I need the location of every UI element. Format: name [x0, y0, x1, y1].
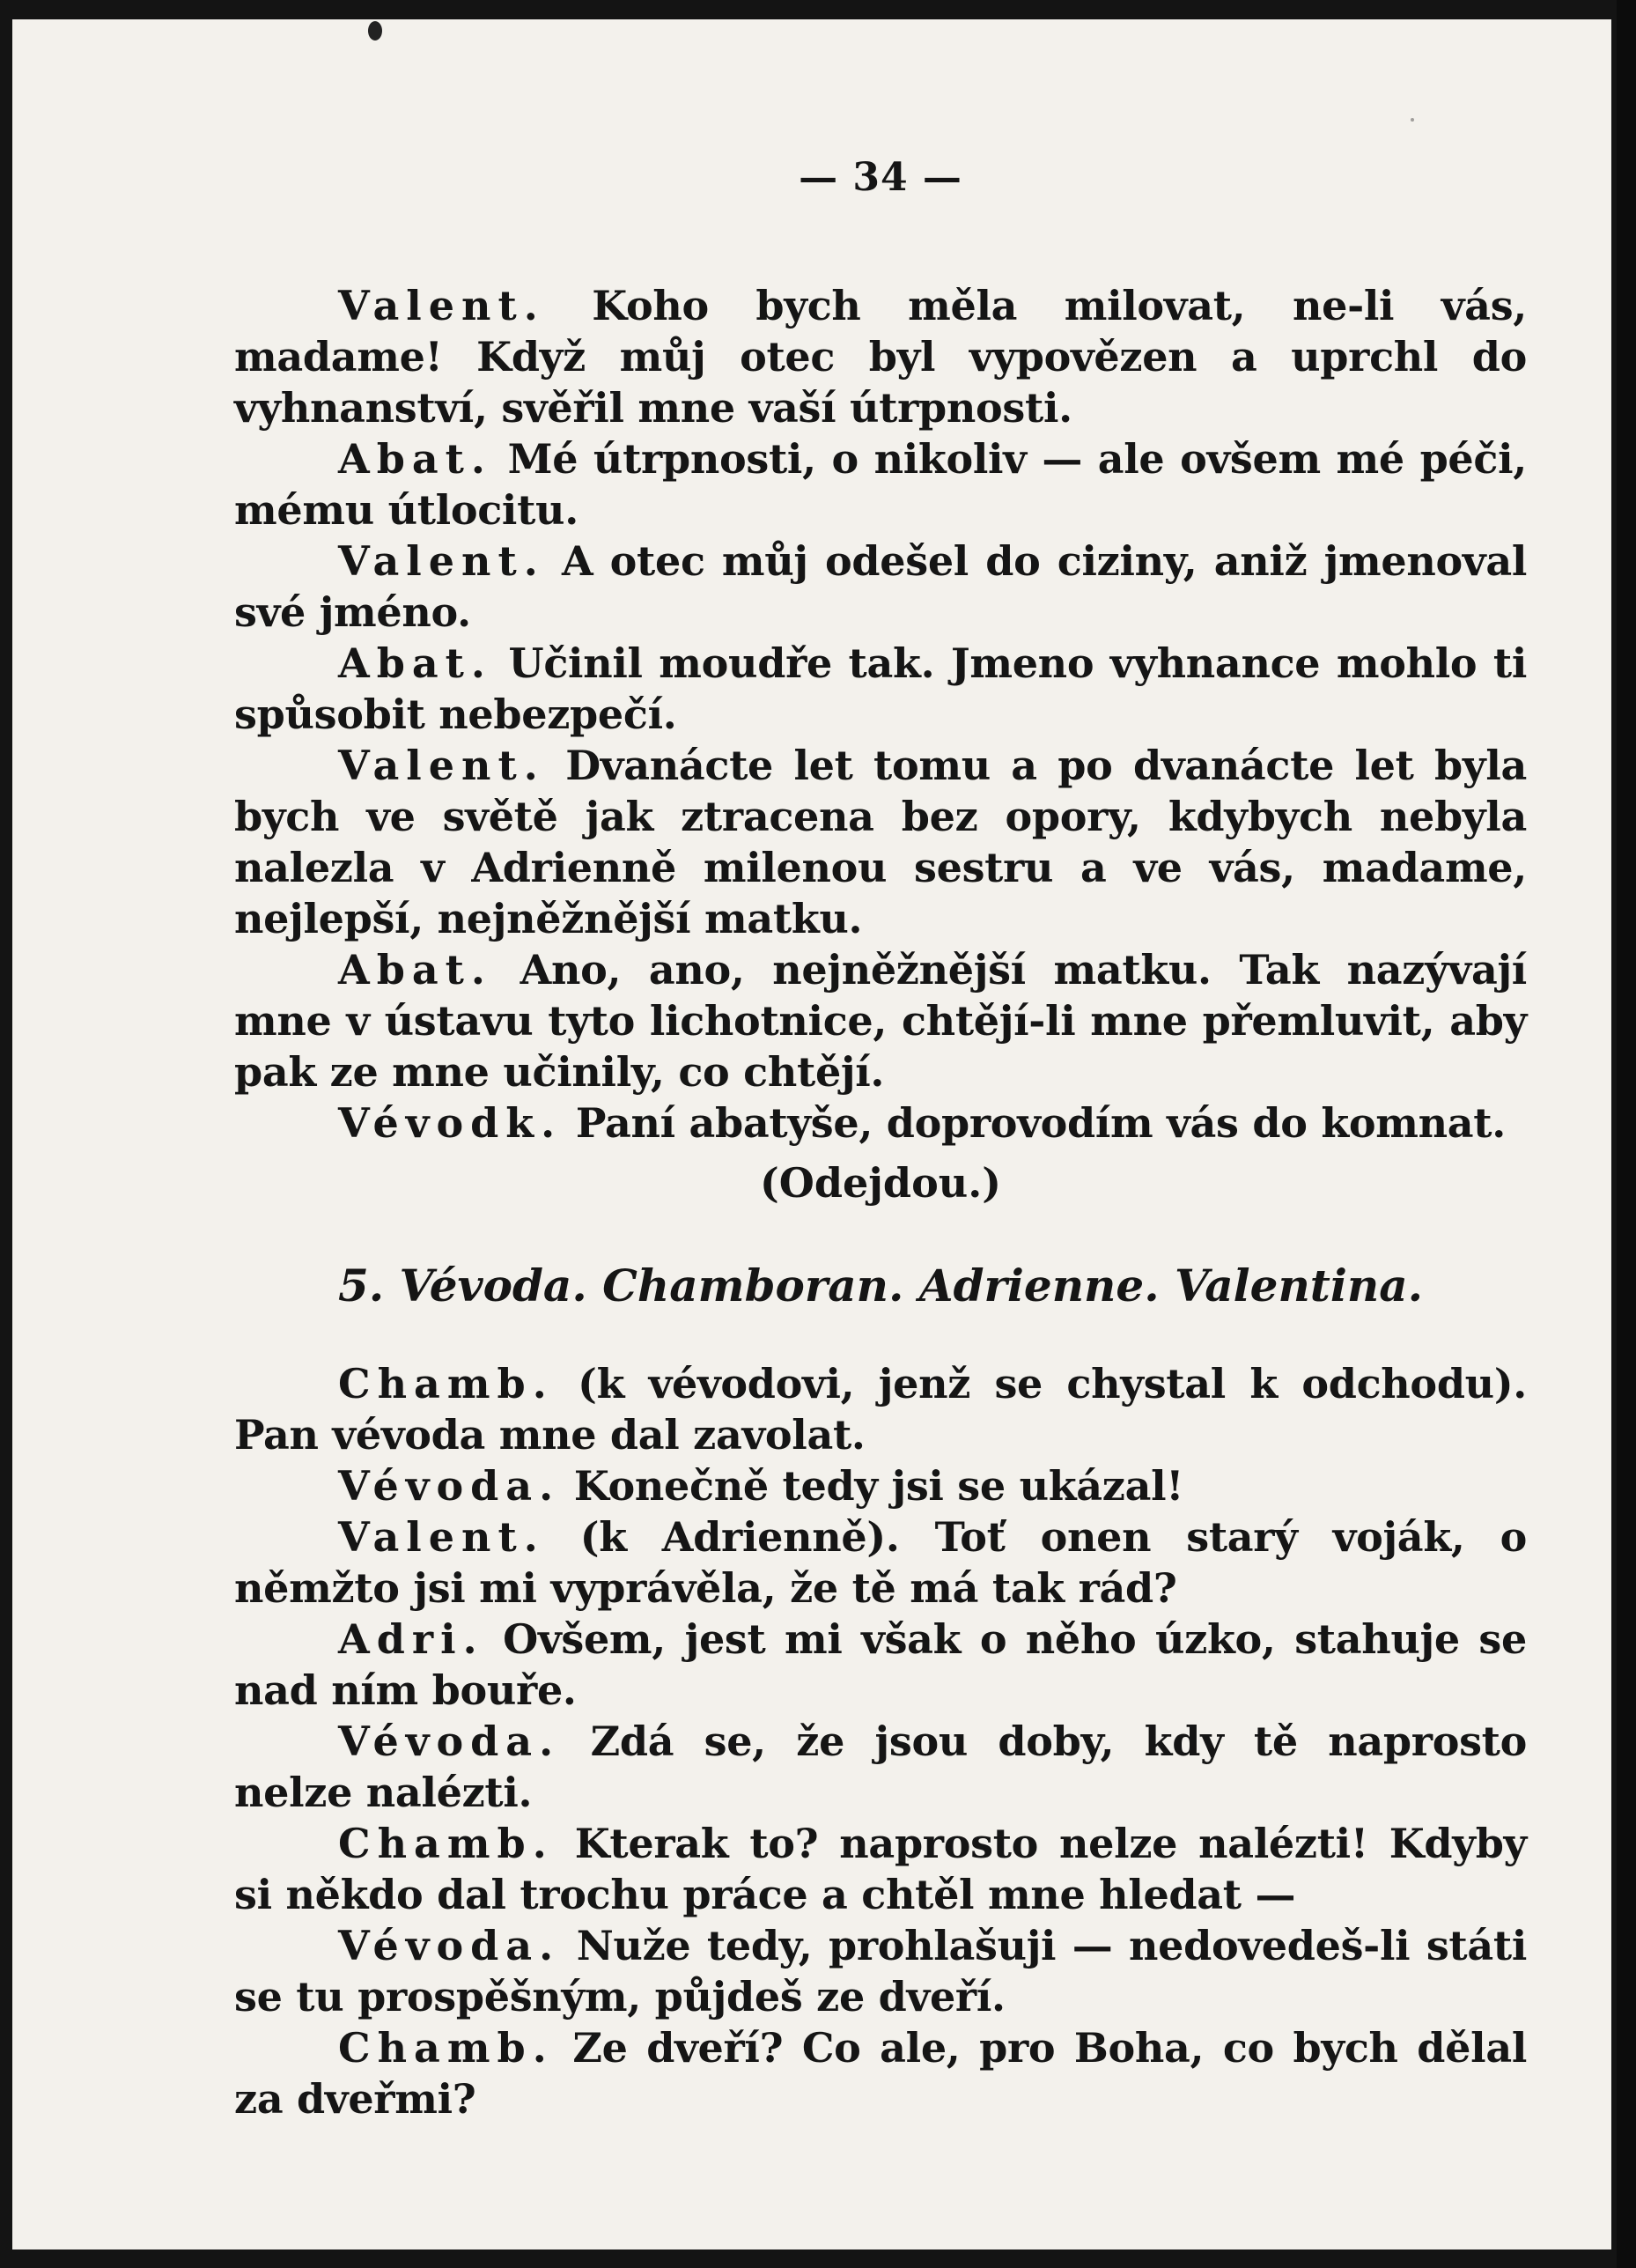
speaker-name: Chamb.: [338, 1360, 554, 1407]
speaker-name: Valent.: [338, 537, 545, 585]
speaker-name: Abat.: [338, 435, 492, 483]
book-page: [12, 19, 1611, 2250]
dialogue-line: [234, 1358, 1527, 1460]
line-text: A otec můj odešel do ciziny, aniž jmenoval své jméno.: [234, 537, 1528, 636]
dialogue-line: [234, 944, 1527, 1097]
dialogue-line: [234, 740, 1527, 944]
line-text: Ano, ano, nejněžnější matku. Tak nazývají mne v ústavu tyto lichotnice, chtějí-li mne přemluvit, aby pak ze mne učinily, co chtějí.: [234, 946, 1527, 1096]
line-text: (k vévodovi, jenž se chystal k odchodu). Pan vévoda mne dal zavolat.: [234, 1360, 1528, 1459]
line-text: Kterak to? naprosto nelze nalézti! Kdyby si někdo dal trochu práce a chtěl mne hledat —: [234, 1820, 1527, 1918]
line-text: Paní abatyše, doprovodím vás do komnat.: [575, 1099, 1506, 1147]
dialogue-line: [234, 1511, 1527, 1614]
scan-speck: [368, 21, 382, 41]
line-text: Koho bych měla milovat, ne-li vás, madame! Když můj otec byl vypovězen a uprchl do vyhnanství, svěřil mne vaší útrpnosti.: [234, 282, 1528, 432]
speaker-name: Valent.: [338, 1513, 545, 1561]
line-text: Učinil moudře tak. Jmeno vyhnance mohlo ti spůsobit nebezpečí.: [234, 639, 1528, 738]
dialogue-line: [234, 1716, 1527, 1818]
dialogue-line: [234, 2022, 1527, 2124]
line-text: Dvanácte let tomu a po dvanácte let byla bych ve světě jak ztracena bez opory, kdybych nebyla nalezla v Adrienně milenou sestru a ve vás, madame, nejlepší, nejněžnější matku.: [234, 742, 1528, 942]
speaker-name: Vévodk.: [338, 1099, 563, 1147]
dialogue-line: [234, 1920, 1527, 2022]
dialogue-section-1: [234, 280, 1527, 1149]
speaker-name: Valent.: [338, 742, 545, 789]
speaker-name: Valent.: [338, 282, 545, 329]
dialogue-line: [234, 638, 1527, 740]
speaker-name: Abat.: [338, 946, 492, 994]
line-text: Mé útrpnosti, o nikoliv — ale ovšem mé péči, mému útlocitu.: [234, 435, 1527, 534]
page-number: — 34 —: [799, 155, 962, 200]
dialogue-line: [234, 280, 1527, 433]
scan-border: [1617, 0, 1636, 2268]
speaker-name: Abat.: [338, 639, 492, 687]
line-text: Konečně tedy jsi se ukázal!: [573, 1462, 1184, 1510]
line-text: Ovšem, jest mi však o něho úzko, stahuje se nad ním bouře.: [234, 1615, 1527, 1714]
dialogue-line: [234, 1614, 1527, 1716]
speaker-name: Vévoda.: [338, 1718, 561, 1765]
scene-heading: 5. Vévoda. Chamboran. Adrienne. Valentina.: [337, 1260, 1424, 1311]
line-text: Nuže tedy, prohlašuji — nedovedeš-li státi se tu prospěšným, půjdeš ze dveří.: [234, 1922, 1528, 2021]
speaker-name: Vévoda.: [338, 1462, 561, 1510]
stage-direction: (Odejdou.): [760, 1159, 1001, 1207]
speaker-name: Chamb.: [338, 1820, 554, 1867]
dialogue-line: [234, 1460, 1527, 1511]
dialogue-line: [234, 1097, 1527, 1149]
line-text: Ze dveří? Co ale, pro Boha, co bych dělal za dveřmi?: [234, 2024, 1527, 2123]
scan-speck: [1411, 118, 1414, 122]
dialogue-line: [234, 433, 1527, 536]
dialogue-section-2: [234, 1358, 1527, 2124]
speaker-name: Vévoda.: [338, 1922, 561, 1969]
line-text: Zdá se, že jsou doby, kdy tě naprosto nelze nalézti.: [234, 1718, 1528, 1816]
speaker-name: Adri.: [338, 1615, 484, 1663]
dialogue-line: [234, 536, 1527, 638]
speaker-name: Chamb.: [338, 2024, 554, 2072]
page-text: [234, 155, 1528, 2124]
line-text: (k Adrienně). Toť onen starý voják, o němžto jsi mi vyprávěla, že tě má tak rád?: [234, 1513, 1527, 1612]
dialogue-line: [234, 1818, 1527, 1920]
